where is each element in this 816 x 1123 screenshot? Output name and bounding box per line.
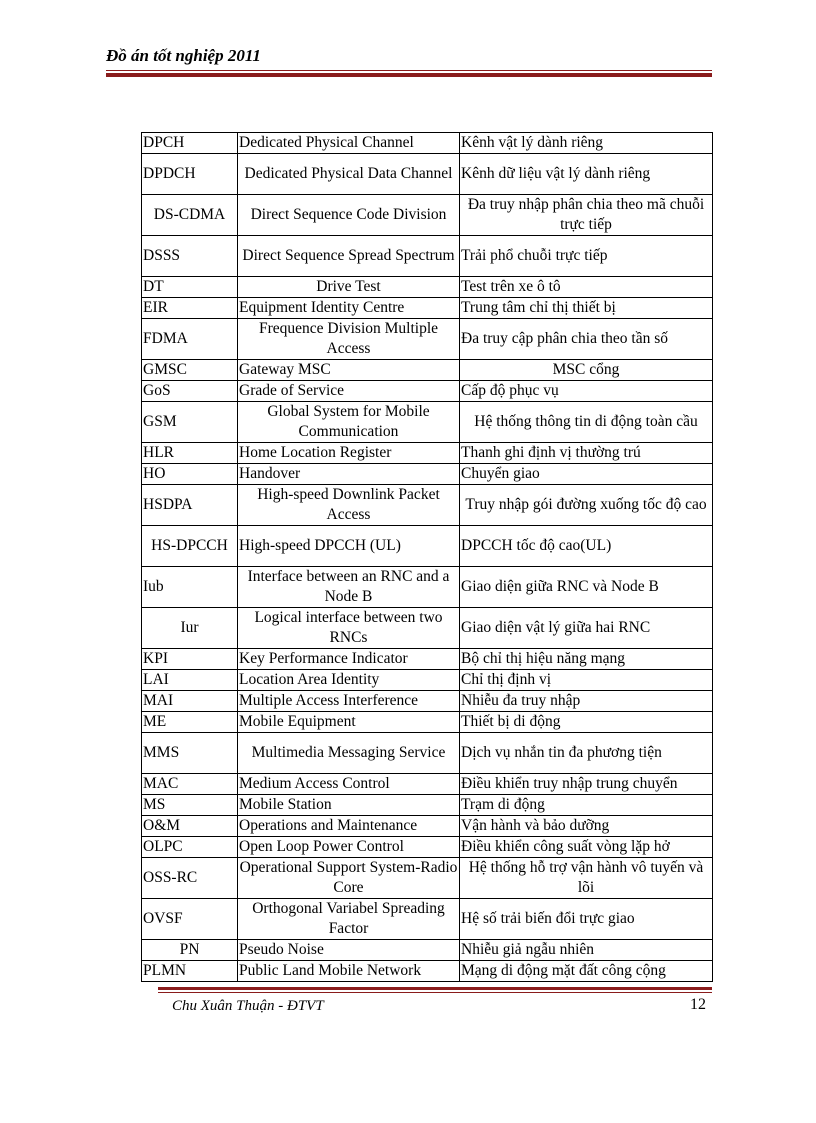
abbr-cell: MAC: [142, 774, 238, 795]
vietnamese-cell: Truy nhập gói đường xuống tốc độ cao: [460, 485, 713, 526]
abbr-cell: EIR: [142, 298, 238, 319]
table-row: [142, 816, 713, 837]
english-cell: Open Loop Power Control: [238, 837, 460, 858]
header-rule-thick: [106, 73, 712, 77]
abbr-cell: GSM: [142, 402, 238, 443]
header-rule-thin: [106, 70, 712, 71]
english-cell: Direct Sequence Spread Spectrum: [238, 236, 460, 277]
abbr-cell: DPCH: [142, 133, 238, 154]
footer-rule-thick: [158, 987, 712, 990]
abbr-cell: DS-CDMA: [142, 195, 238, 236]
english-cell: Multiple Access Interference: [238, 691, 460, 712]
english-cell: Multimedia Messaging Service: [238, 733, 460, 774]
table-row: [142, 154, 713, 195]
table-row: [142, 485, 713, 526]
table-row: [142, 526, 713, 567]
abbr-cell: FDMA: [142, 319, 238, 360]
vietnamese-cell: MSC cổng: [460, 360, 713, 381]
table-row: [142, 795, 713, 816]
english-cell: Orthogonal Variabel Spreading Factor: [238, 899, 460, 940]
abbr-cell: GMSC: [142, 360, 238, 381]
english-cell: Global System for Mobile Communication: [238, 402, 460, 443]
abbr-cell: HLR: [142, 443, 238, 464]
abbr-cell: HO: [142, 464, 238, 485]
english-cell: Pseudo Noise: [238, 940, 460, 961]
english-cell: Logical interface between two RNCs: [238, 608, 460, 649]
vietnamese-cell: Dịch vụ nhắn tin đa phương tiện: [460, 733, 713, 774]
abbr-cell: DPDCH: [142, 154, 238, 195]
table-row: [142, 691, 713, 712]
abbr-cell: MAI: [142, 691, 238, 712]
abbr-cell: Iub: [142, 567, 238, 608]
english-cell: High-speed Downlink Packet Access: [238, 485, 460, 526]
table-row: [142, 712, 713, 733]
table-row: [142, 195, 713, 236]
table-row: [142, 649, 713, 670]
english-cell: Interface between an RNC and a Node B: [238, 567, 460, 608]
abbr-cell: GoS: [142, 381, 238, 402]
table-row: [142, 837, 713, 858]
english-cell: Home Location Register: [238, 443, 460, 464]
table-row: [142, 961, 713, 982]
vietnamese-cell: Vận hành và bảo dưỡng: [460, 816, 713, 837]
vietnamese-cell: Cấp độ phục vụ: [460, 381, 713, 402]
english-cell: Mobile Station: [238, 795, 460, 816]
vietnamese-cell: Trung tâm chỉ thị thiết bị: [460, 298, 713, 319]
english-cell: Frequence Division Multiple Access: [238, 319, 460, 360]
abbr-cell: MS: [142, 795, 238, 816]
vietnamese-cell: Trải phổ chuỗi trực tiếp: [460, 236, 713, 277]
english-cell: Handover: [238, 464, 460, 485]
footer-author: Chu Xuân Thuận - ĐTVT: [172, 998, 324, 1014]
vietnamese-cell: Thiết bị di động: [460, 712, 713, 733]
vietnamese-cell: Đa truy nhập phân chia theo mã chuỗi trực tiếp: [460, 195, 713, 236]
abbr-cell: DT: [142, 277, 238, 298]
abbr-cell: DSSS: [142, 236, 238, 277]
table-row: [142, 858, 713, 899]
table-row: [142, 402, 713, 443]
vietnamese-cell: Trạm di động: [460, 795, 713, 816]
abbr-cell: O&M: [142, 816, 238, 837]
english-cell: High-speed DPCCH (UL): [238, 526, 460, 567]
vietnamese-cell: Điều khiển truy nhập trung chuyển: [460, 774, 713, 795]
abbr-cell: ME: [142, 712, 238, 733]
vietnamese-cell: Thanh ghi định vị thường trú: [460, 443, 713, 464]
table-row: [142, 133, 713, 154]
vietnamese-cell: Kênh dữ liệu vật lý dành riêng: [460, 154, 713, 195]
abbr-cell: LAI: [142, 670, 238, 691]
vietnamese-cell: Test trên xe ô tô: [460, 277, 713, 298]
abbr-cell: MMS: [142, 733, 238, 774]
table-row: [142, 443, 713, 464]
table-row: [142, 298, 713, 319]
table-row: [142, 608, 713, 649]
english-cell: Location Area Identity: [238, 670, 460, 691]
abbr-cell: PN: [142, 940, 238, 961]
table-row: [142, 319, 713, 360]
page-number: 12: [690, 996, 706, 1013]
table-row: [142, 774, 713, 795]
table-row: [142, 733, 713, 774]
english-cell: Dedicated Physical Data Channel: [238, 154, 460, 195]
table-row: [142, 381, 713, 402]
abbr-cell: Iur: [142, 608, 238, 649]
vietnamese-cell: Nhiễu giả ngẫu nhiên: [460, 940, 713, 961]
table-row: [142, 360, 713, 381]
footer-rule-thin: [158, 992, 712, 993]
english-cell: Operations and Maintenance: [238, 816, 460, 837]
english-cell: Dedicated Physical Channel: [238, 133, 460, 154]
english-cell: Medium Access Control: [238, 774, 460, 795]
english-cell: Operational Support System-Radio Core: [238, 858, 460, 899]
vietnamese-cell: Điều khiển công suất vòng lặp hở: [460, 837, 713, 858]
document-header-title: Đồ án tốt nghiệp 2011: [106, 46, 261, 65]
vietnamese-cell: Đa truy cập phân chia theo tần số: [460, 319, 713, 360]
abbr-cell: OSS-RC: [142, 858, 238, 899]
table-row: [142, 277, 713, 298]
abbr-cell: OLPC: [142, 837, 238, 858]
vietnamese-cell: Hệ thống thông tin di động toàn cầu: [460, 402, 713, 443]
vietnamese-cell: Nhiễu đa truy nhập: [460, 691, 713, 712]
english-cell: Mobile Equipment: [238, 712, 460, 733]
english-cell: Public Land Mobile Network: [238, 961, 460, 982]
vietnamese-cell: Kênh vật lý dành riêng: [460, 133, 713, 154]
vietnamese-cell: Hệ số trải biến đổi trực giao: [460, 899, 713, 940]
vietnamese-cell: Hệ thống hỗ trợ vận hành vô tuyến và lõi: [460, 858, 713, 899]
english-cell: Direct Sequence Code Division: [238, 195, 460, 236]
abbr-cell: PLMN: [142, 961, 238, 982]
abbr-cell: KPI: [142, 649, 238, 670]
table-row: [142, 236, 713, 277]
abbr-cell: OVSF: [142, 899, 238, 940]
table-row: [142, 670, 713, 691]
english-cell: Drive Test: [238, 277, 460, 298]
vietnamese-cell: Bộ chỉ thị hiệu năng mạng: [460, 649, 713, 670]
vietnamese-cell: Giao diện giữa RNC và Node B: [460, 567, 713, 608]
english-cell: Key Performance Indicator: [238, 649, 460, 670]
table-row: [142, 567, 713, 608]
vietnamese-cell: Chỉ thị định vị: [460, 670, 713, 691]
vietnamese-cell: DPCCH tốc độ cao(UL): [460, 526, 713, 567]
english-cell: Equipment Identity Centre: [238, 298, 460, 319]
table-row: [142, 899, 713, 940]
vietnamese-cell: Giao diện vật lý giữa hai RNC: [460, 608, 713, 649]
table-row: [142, 940, 713, 961]
table-row: [142, 464, 713, 485]
abbreviation-table: [141, 132, 713, 982]
english-cell: Grade of Service: [238, 381, 460, 402]
abbr-cell: HS-DPCCH: [142, 526, 238, 567]
abbr-cell: HSDPA: [142, 485, 238, 526]
vietnamese-cell: Mạng di động mặt đất công cộng: [460, 961, 713, 982]
english-cell: Gateway MSC: [238, 360, 460, 381]
vietnamese-cell: Chuyển giao: [460, 464, 713, 485]
